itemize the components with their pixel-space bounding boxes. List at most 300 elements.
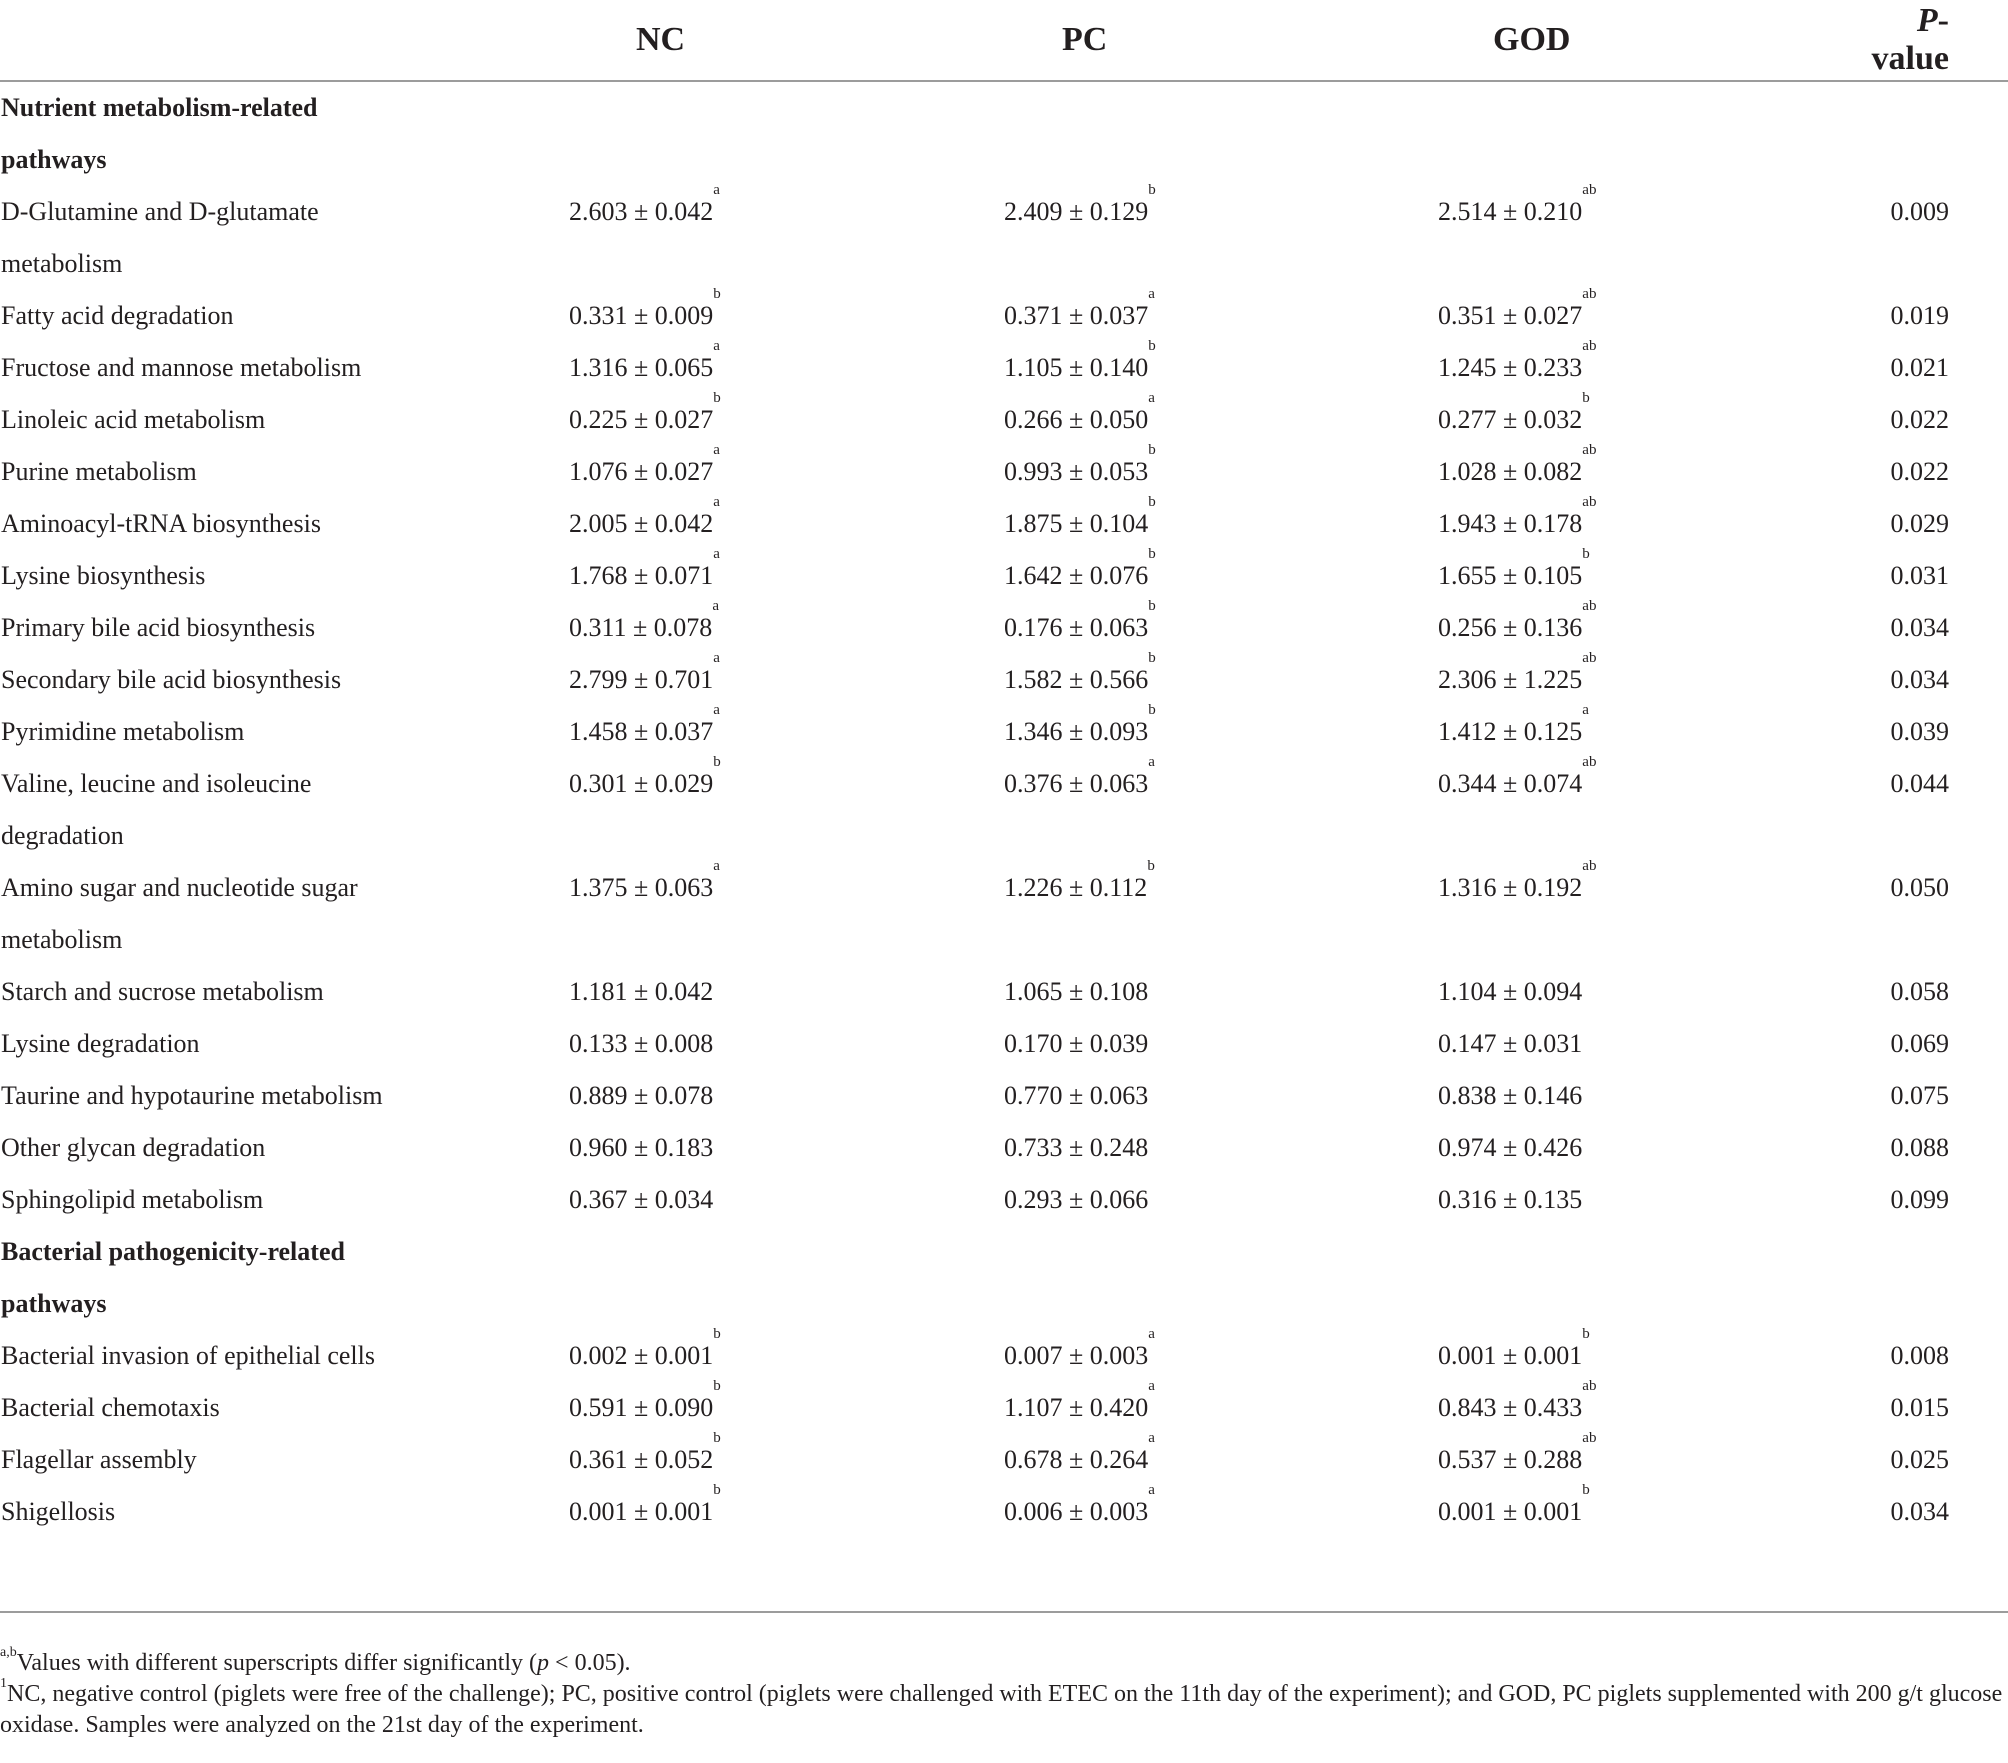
value-nc [569, 1378, 721, 1434]
p-value: 0.015 [1890, 1393, 1949, 1422]
table-row [0, 862, 2008, 966]
value-pc [1004, 1174, 1148, 1226]
value-pc-superscript: b [1148, 442, 1156, 458]
value-pc [1004, 754, 1155, 810]
value-god-superscript: b [1582, 390, 1590, 406]
value-nc [569, 1122, 713, 1174]
value-nc-text: 0.591 ± 0.090 [569, 1393, 714, 1422]
table-row [0, 602, 2008, 654]
value-cell-god [1410, 1430, 1850, 1486]
value-nc [569, 494, 720, 550]
value-pc-superscript: b [1148, 182, 1156, 198]
header-nc: NC [540, 0, 975, 81]
value-god-text: 1.412 ± 0.125 [1438, 717, 1583, 746]
value-god-superscript: ab [1582, 650, 1597, 666]
pathway-name-cell [0, 394, 540, 446]
value-nc [569, 1326, 721, 1382]
value-pc [1004, 1070, 1148, 1122]
value-god [1438, 1378, 1597, 1434]
value-pc-superscript: b [1148, 338, 1156, 354]
value-god [1438, 442, 1597, 498]
value-pc-superscript: a [1148, 390, 1155, 406]
value-cell-nc [540, 1018, 975, 1070]
value-god-superscript: ab [1582, 338, 1597, 354]
value-nc [569, 858, 720, 914]
value-god-text: 1.655 ± 0.105 [1438, 561, 1583, 590]
value-nc [569, 1482, 721, 1538]
pathway-name-cell [0, 1122, 540, 1174]
value-god-text: 0.277 ± 0.032 [1438, 405, 1583, 434]
value-cell-nc [540, 494, 975, 550]
value-pc [1004, 442, 1156, 498]
value-cell-god [1410, 1174, 1850, 1226]
value-pc [1004, 702, 1156, 758]
p-value: 0.008 [1890, 1341, 1949, 1370]
pathway-name-cell [0, 550, 540, 602]
table-row [0, 394, 2008, 446]
value-cell-pc [975, 546, 1410, 602]
value-nc [569, 546, 720, 602]
value-god-text: 0.344 ± 0.074 [1438, 769, 1583, 798]
pathway-name: Purine metabolism [1, 457, 197, 486]
footnote-1-text-b: < 0.05). [549, 1650, 631, 1676]
footnote-1-text-a: Values with different superscripts differ significantly ( [16, 1650, 538, 1676]
value-god-text: 0.316 ± 0.135 [1438, 1185, 1583, 1214]
value-cell-nc [540, 702, 975, 758]
table-row [0, 1018, 2008, 1070]
pathway-name-cell [0, 1070, 540, 1122]
value-pc-text: 0.170 ± 0.039 [1004, 1029, 1149, 1058]
footnotes [0, 1645, 2008, 1741]
value-pc-text: 2.409 ± 0.129 [1004, 197, 1149, 226]
p-value: 0.025 [1890, 1445, 1949, 1474]
value-god [1438, 494, 1597, 550]
value-god [1438, 182, 1597, 238]
pathway-name: Amino sugar and nucleotide sugar metabolism [1, 873, 358, 954]
p-value: 0.034 [1890, 1497, 1949, 1526]
value-god-superscript: a [1582, 702, 1589, 718]
header-p-value [1850, 0, 2008, 81]
pathway-name-cell [0, 654, 540, 706]
pathway-name: Pyrimidine metabolism [1, 717, 245, 746]
header-p-italic: P [1916, 2, 1938, 39]
pathway-name: Lysine biosynthesis [1, 561, 206, 590]
value-nc [569, 1430, 721, 1486]
value-cell-pc [975, 1482, 1410, 1538]
value-cell-nc [540, 1070, 975, 1122]
value-nc [569, 1174, 713, 1226]
value-nc [569, 598, 719, 654]
header-row [0, 0, 2008, 81]
value-pc-superscript: b [1148, 702, 1156, 718]
value-pc [1004, 1430, 1155, 1486]
value-cell-nc [540, 338, 975, 394]
value-nc-text: 0.002 ± 0.001 [569, 1341, 714, 1370]
value-nc-text: 1.458 ± 0.037 [569, 717, 714, 746]
value-cell-pc [975, 442, 1410, 498]
p-value: 0.022 [1890, 405, 1949, 434]
pathway-name: Flagellar assembly [1, 1445, 197, 1474]
value-pc-text: 0.733 ± 0.248 [1004, 1133, 1149, 1162]
value-pc-superscript: a [1148, 1430, 1155, 1446]
value-god-superscript: ab [1582, 858, 1597, 874]
pathway-name: Other glycan degradation [1, 1133, 266, 1162]
pathway-name: Taurine and hypotaurine metabolism [1, 1081, 383, 1110]
value-nc-superscript: a [713, 442, 720, 458]
table-row [0, 654, 2008, 706]
value-pc-superscript: a [1148, 754, 1155, 770]
pathway-name: Linoleic acid metabolism [1, 405, 266, 434]
value-nc-superscript: a [713, 338, 720, 354]
table-row [0, 1174, 2008, 1226]
pathway-name: Bacterial invasion of epithelial cells [1, 1341, 375, 1370]
header-pathway [0, 0, 540, 81]
value-cell-god [1410, 754, 1850, 862]
pathway-name: Aminoacyl-tRNA biosynthesis [1, 509, 321, 538]
p-value: 0.069 [1890, 1029, 1949, 1058]
value-cell-god [1410, 442, 1850, 498]
value-pc [1004, 966, 1148, 1018]
value-god [1438, 702, 1589, 758]
value-pc [1004, 1482, 1155, 1538]
value-god-text: 1.316 ± 0.192 [1438, 873, 1583, 902]
value-god-text: 1.028 ± 0.082 [1438, 457, 1583, 486]
value-god [1438, 546, 1590, 602]
value-pc-text: 0.293 ± 0.066 [1004, 1185, 1149, 1214]
value-nc-superscript: a [713, 858, 720, 874]
value-cell-god [1410, 966, 1850, 1018]
value-pc [1004, 1326, 1155, 1382]
value-nc-superscript: a [713, 650, 720, 666]
value-nc [569, 966, 713, 1018]
value-pc [1004, 546, 1156, 602]
pathway-name: Fructose and mannose metabolism [1, 353, 362, 382]
value-cell-god [1410, 598, 1850, 654]
pathway-name-cell [0, 1018, 540, 1070]
value-cell-pc [975, 338, 1410, 394]
value-nc-text: 1.316 ± 0.065 [569, 353, 714, 382]
footnote-1-italic: p [537, 1650, 550, 1676]
value-cell-nc [540, 286, 975, 342]
value-nc [569, 702, 720, 758]
value-god-superscript: b [1582, 1326, 1590, 1342]
value-god [1438, 1122, 1582, 1174]
value-nc-superscript: b [713, 754, 721, 770]
value-god-text: 0.001 ± 0.001 [1438, 1341, 1583, 1370]
value-nc [569, 442, 720, 498]
empty-cell [975, 1226, 1410, 1330]
value-cell-pc [975, 1430, 1410, 1486]
value-cell-pc [975, 1174, 1410, 1226]
value-cell-pc [975, 650, 1410, 706]
table-row [0, 186, 2008, 290]
value-nc-text: 0.361 ± 0.052 [569, 1445, 714, 1474]
p-value: 0.088 [1890, 1133, 1949, 1162]
p-value: 0.099 [1890, 1185, 1949, 1214]
p-value: 0.075 [1890, 1081, 1949, 1110]
value-nc-text: 2.603 ± 0.042 [569, 197, 714, 226]
value-nc-text: 0.311 ± 0.078 [569, 613, 713, 642]
value-pc-text: 0.007 ± 0.003 [1004, 1341, 1149, 1370]
value-pc [1004, 1122, 1148, 1174]
header-god: GOD [1410, 0, 1850, 81]
value-god-text: 1.245 ± 0.233 [1438, 353, 1583, 382]
value-pc-superscript: a [1148, 286, 1155, 302]
p-value: 0.044 [1890, 769, 1949, 798]
value-nc-text: 0.133 ± 0.008 [569, 1029, 714, 1058]
value-nc [569, 182, 720, 238]
value-pc-text: 0.678 ± 0.264 [1004, 1445, 1149, 1474]
value-cell-pc [975, 1070, 1410, 1122]
value-pc-superscript: a [1148, 1378, 1155, 1394]
value-nc-superscript: b [713, 390, 721, 406]
table-row [0, 498, 2008, 550]
value-nc [569, 390, 721, 446]
value-nc-superscript: b [713, 1482, 721, 1498]
header-p-rest: -value [1871, 2, 1949, 77]
empty-cell [1410, 81, 1850, 186]
empty-cell [540, 81, 975, 186]
value-pc-superscript: b [1147, 858, 1155, 874]
value-pc-text: 1.107 ± 0.420 [1004, 1393, 1149, 1422]
value-cell-nc [540, 754, 975, 862]
section-header-row [0, 81, 2008, 186]
value-cell-nc [540, 182, 975, 290]
value-god-text: 0.351 ± 0.027 [1438, 301, 1583, 330]
value-pc [1004, 494, 1156, 550]
value-nc-text: 1.768 ± 0.071 [569, 561, 714, 590]
empty-cell [1410, 1226, 1850, 1330]
value-cell-pc [975, 966, 1410, 1018]
value-cell-god [1410, 182, 1850, 290]
value-cell-nc [540, 650, 975, 706]
value-cell-god [1410, 1070, 1850, 1122]
value-pc [1004, 390, 1155, 446]
footnote-2-sup: 1 [0, 1676, 7, 1691]
pathway-name-cell [0, 1434, 540, 1486]
value-pc-superscript: b [1148, 650, 1156, 666]
value-pc-superscript: b [1148, 546, 1156, 562]
value-nc-superscript: a [713, 182, 720, 198]
pathway-name-cell [0, 758, 540, 862]
pathway-name-cell [0, 602, 540, 654]
p-value: 0.034 [1890, 613, 1949, 642]
value-nc-text: 2.799 ± 0.701 [569, 665, 714, 694]
value-nc-text: 0.331 ± 0.009 [569, 301, 714, 330]
p-value: 0.039 [1890, 717, 1949, 746]
value-god-superscript: ab [1582, 442, 1597, 458]
empty-cell [1850, 1226, 2008, 1330]
value-nc-superscript: a [712, 598, 719, 614]
value-cell-nc [540, 1378, 975, 1434]
value-god [1438, 1430, 1597, 1486]
value-god-superscript: ab [1582, 494, 1597, 510]
pathway-name-cell [0, 342, 540, 394]
value-pc-text: 0.266 ± 0.050 [1004, 405, 1149, 434]
value-god [1438, 1018, 1582, 1070]
value-god-superscript: ab [1582, 754, 1597, 770]
value-pc-text: 1.582 ± 0.566 [1004, 665, 1149, 694]
value-nc-text: 0.889 ± 0.078 [569, 1081, 714, 1110]
pathway-name-cell [0, 706, 540, 758]
table-row [0, 1382, 2008, 1434]
value-nc-text: 0.367 ± 0.034 [569, 1185, 714, 1214]
value-cell-god [1410, 858, 1850, 966]
value-nc-superscript: a [713, 702, 720, 718]
value-god-text: 1.943 ± 0.178 [1438, 509, 1583, 538]
value-god-text: 2.306 ± 1.225 [1438, 665, 1583, 694]
value-nc [569, 754, 721, 810]
value-god-text: 2.514 ± 0.210 [1438, 197, 1583, 226]
value-god-text: 1.104 ± 0.094 [1438, 977, 1583, 1006]
value-cell-pc [975, 390, 1410, 446]
value-nc [569, 338, 720, 394]
pathway-name: Primary bile acid biosynthesis [1, 613, 316, 642]
value-god-superscript: ab [1582, 286, 1597, 302]
table-row [0, 290, 2008, 342]
value-cell-god [1410, 650, 1850, 706]
value-cell-god [1410, 338, 1850, 394]
value-god-text: 0.256 ± 0.136 [1438, 613, 1583, 642]
pathway-name-cell [0, 446, 540, 498]
value-god [1438, 1174, 1582, 1226]
value-cell-god [1410, 1326, 1850, 1382]
table-bottom-rule [0, 1611, 2008, 1613]
pathway-name: Bacterial chemotaxis [1, 1393, 220, 1422]
value-nc-text: 1.375 ± 0.063 [569, 873, 714, 902]
value-cell-god [1410, 1122, 1850, 1174]
pathway-name-cell [0, 1382, 540, 1434]
pathway-name-cell [0, 1486, 540, 1538]
value-nc-superscript: b [713, 286, 721, 302]
value-god [1438, 598, 1597, 654]
value-cell-nc [540, 390, 975, 446]
value-pc-superscript: a [1148, 1482, 1155, 1498]
pathway-name: Sphingolipid metabolism [1, 1185, 264, 1214]
value-pc-text: 1.226 ± 0.112 [1004, 873, 1148, 902]
table-row [0, 1330, 2008, 1382]
value-god [1438, 966, 1582, 1018]
value-cell-nc [540, 1326, 975, 1382]
value-cell-pc [975, 286, 1410, 342]
table-row [0, 1070, 2008, 1122]
value-cell-nc [540, 1430, 975, 1486]
pathway-name: D-Glutamine and D-glutamate metabolism [1, 197, 319, 278]
pathway-name-cell [0, 290, 540, 342]
pathway-name-cell [0, 862, 540, 966]
p-value: 0.034 [1890, 665, 1949, 694]
table-row [0, 550, 2008, 602]
value-cell-pc [975, 182, 1410, 290]
value-pc-text: 1.346 ± 0.093 [1004, 717, 1149, 746]
value-god-text: 0.843 ± 0.433 [1438, 1393, 1583, 1422]
section-title-text: Nutrient metabolism-related pathways [1, 93, 318, 174]
table-row [0, 758, 2008, 862]
pathway-name-cell [0, 186, 540, 290]
value-pc-text: 1.065 ± 0.108 [1004, 977, 1149, 1006]
value-cell-god [1410, 494, 1850, 550]
value-cell-nc [540, 1482, 975, 1538]
table-row [0, 342, 2008, 394]
table-row [0, 446, 2008, 498]
value-god-text: 0.001 ± 0.001 [1438, 1497, 1583, 1526]
value-cell-nc [540, 1174, 975, 1226]
value-pc-text: 0.371 ± 0.037 [1004, 301, 1149, 330]
value-pc [1004, 182, 1156, 238]
footnote-abbreviations [0, 1676, 2008, 1741]
value-cell-pc [975, 754, 1410, 862]
footnote-1-sup: a,b [0, 1645, 17, 1660]
value-pc-text: 1.105 ± 0.140 [1004, 353, 1149, 382]
value-pc-text: 0.993 ± 0.053 [1004, 457, 1149, 486]
value-cell-pc [975, 1326, 1410, 1382]
pathway-name-cell [0, 1330, 540, 1382]
empty-cell [975, 81, 1410, 186]
value-nc-superscript: b [713, 1430, 721, 1446]
value-cell-pc [975, 858, 1410, 966]
value-god-superscript: ab [1582, 1378, 1597, 1394]
value-god [1438, 754, 1597, 810]
value-god-superscript: b [1582, 546, 1590, 562]
value-pc-text: 0.376 ± 0.063 [1004, 769, 1149, 798]
value-cell-nc [540, 1122, 975, 1174]
value-nc [569, 1018, 713, 1070]
value-nc-superscript: b [713, 1326, 721, 1342]
value-pc-text: 0.176 ± 0.063 [1004, 613, 1149, 642]
value-pc [1004, 650, 1156, 706]
value-pc-text: 0.770 ± 0.063 [1004, 1081, 1149, 1110]
value-pc [1004, 858, 1155, 914]
value-cell-pc [975, 1122, 1410, 1174]
value-nc-text: 2.005 ± 0.042 [569, 509, 714, 538]
value-cell-god [1410, 286, 1850, 342]
section-header-row [0, 1226, 2008, 1330]
value-god-superscript: ab [1582, 598, 1597, 614]
value-nc-text: 1.076 ± 0.027 [569, 457, 714, 486]
table-row [0, 1486, 2008, 1538]
value-pc [1004, 286, 1155, 342]
value-nc-superscript: a [713, 546, 720, 562]
footnote-significance [0, 1645, 2008, 1679]
value-god [1438, 1070, 1582, 1122]
value-pc-superscript: b [1148, 598, 1156, 614]
value-cell-nc [540, 598, 975, 654]
p-value: 0.022 [1890, 457, 1949, 486]
value-cell-god [1410, 390, 1850, 446]
pathway-name: Valine, leucine and isoleucine degradation [1, 769, 312, 850]
table-row [0, 706, 2008, 758]
value-nc [569, 286, 721, 342]
section-title [0, 1226, 540, 1330]
value-cell-nc [540, 546, 975, 602]
value-cell-nc [540, 442, 975, 498]
table-row [0, 1122, 2008, 1174]
value-cell-god [1410, 1378, 1850, 1434]
value-god [1438, 1482, 1590, 1538]
value-god-text: 0.974 ± 0.426 [1438, 1133, 1583, 1162]
value-cell-god [1410, 702, 1850, 758]
value-nc [569, 1070, 713, 1122]
value-cell-god [1410, 1018, 1850, 1070]
table-body [0, 81, 2008, 1538]
p-value: 0.029 [1890, 509, 1949, 538]
value-nc-superscript: a [713, 494, 720, 510]
section-title-text: Bacterial pathogenicity-related pathways [1, 1237, 345, 1318]
pathway-name: Shigellosis [1, 1497, 116, 1526]
pathway-name-cell [0, 498, 540, 550]
value-god-superscript: b [1582, 1482, 1590, 1498]
value-cell-pc [975, 598, 1410, 654]
